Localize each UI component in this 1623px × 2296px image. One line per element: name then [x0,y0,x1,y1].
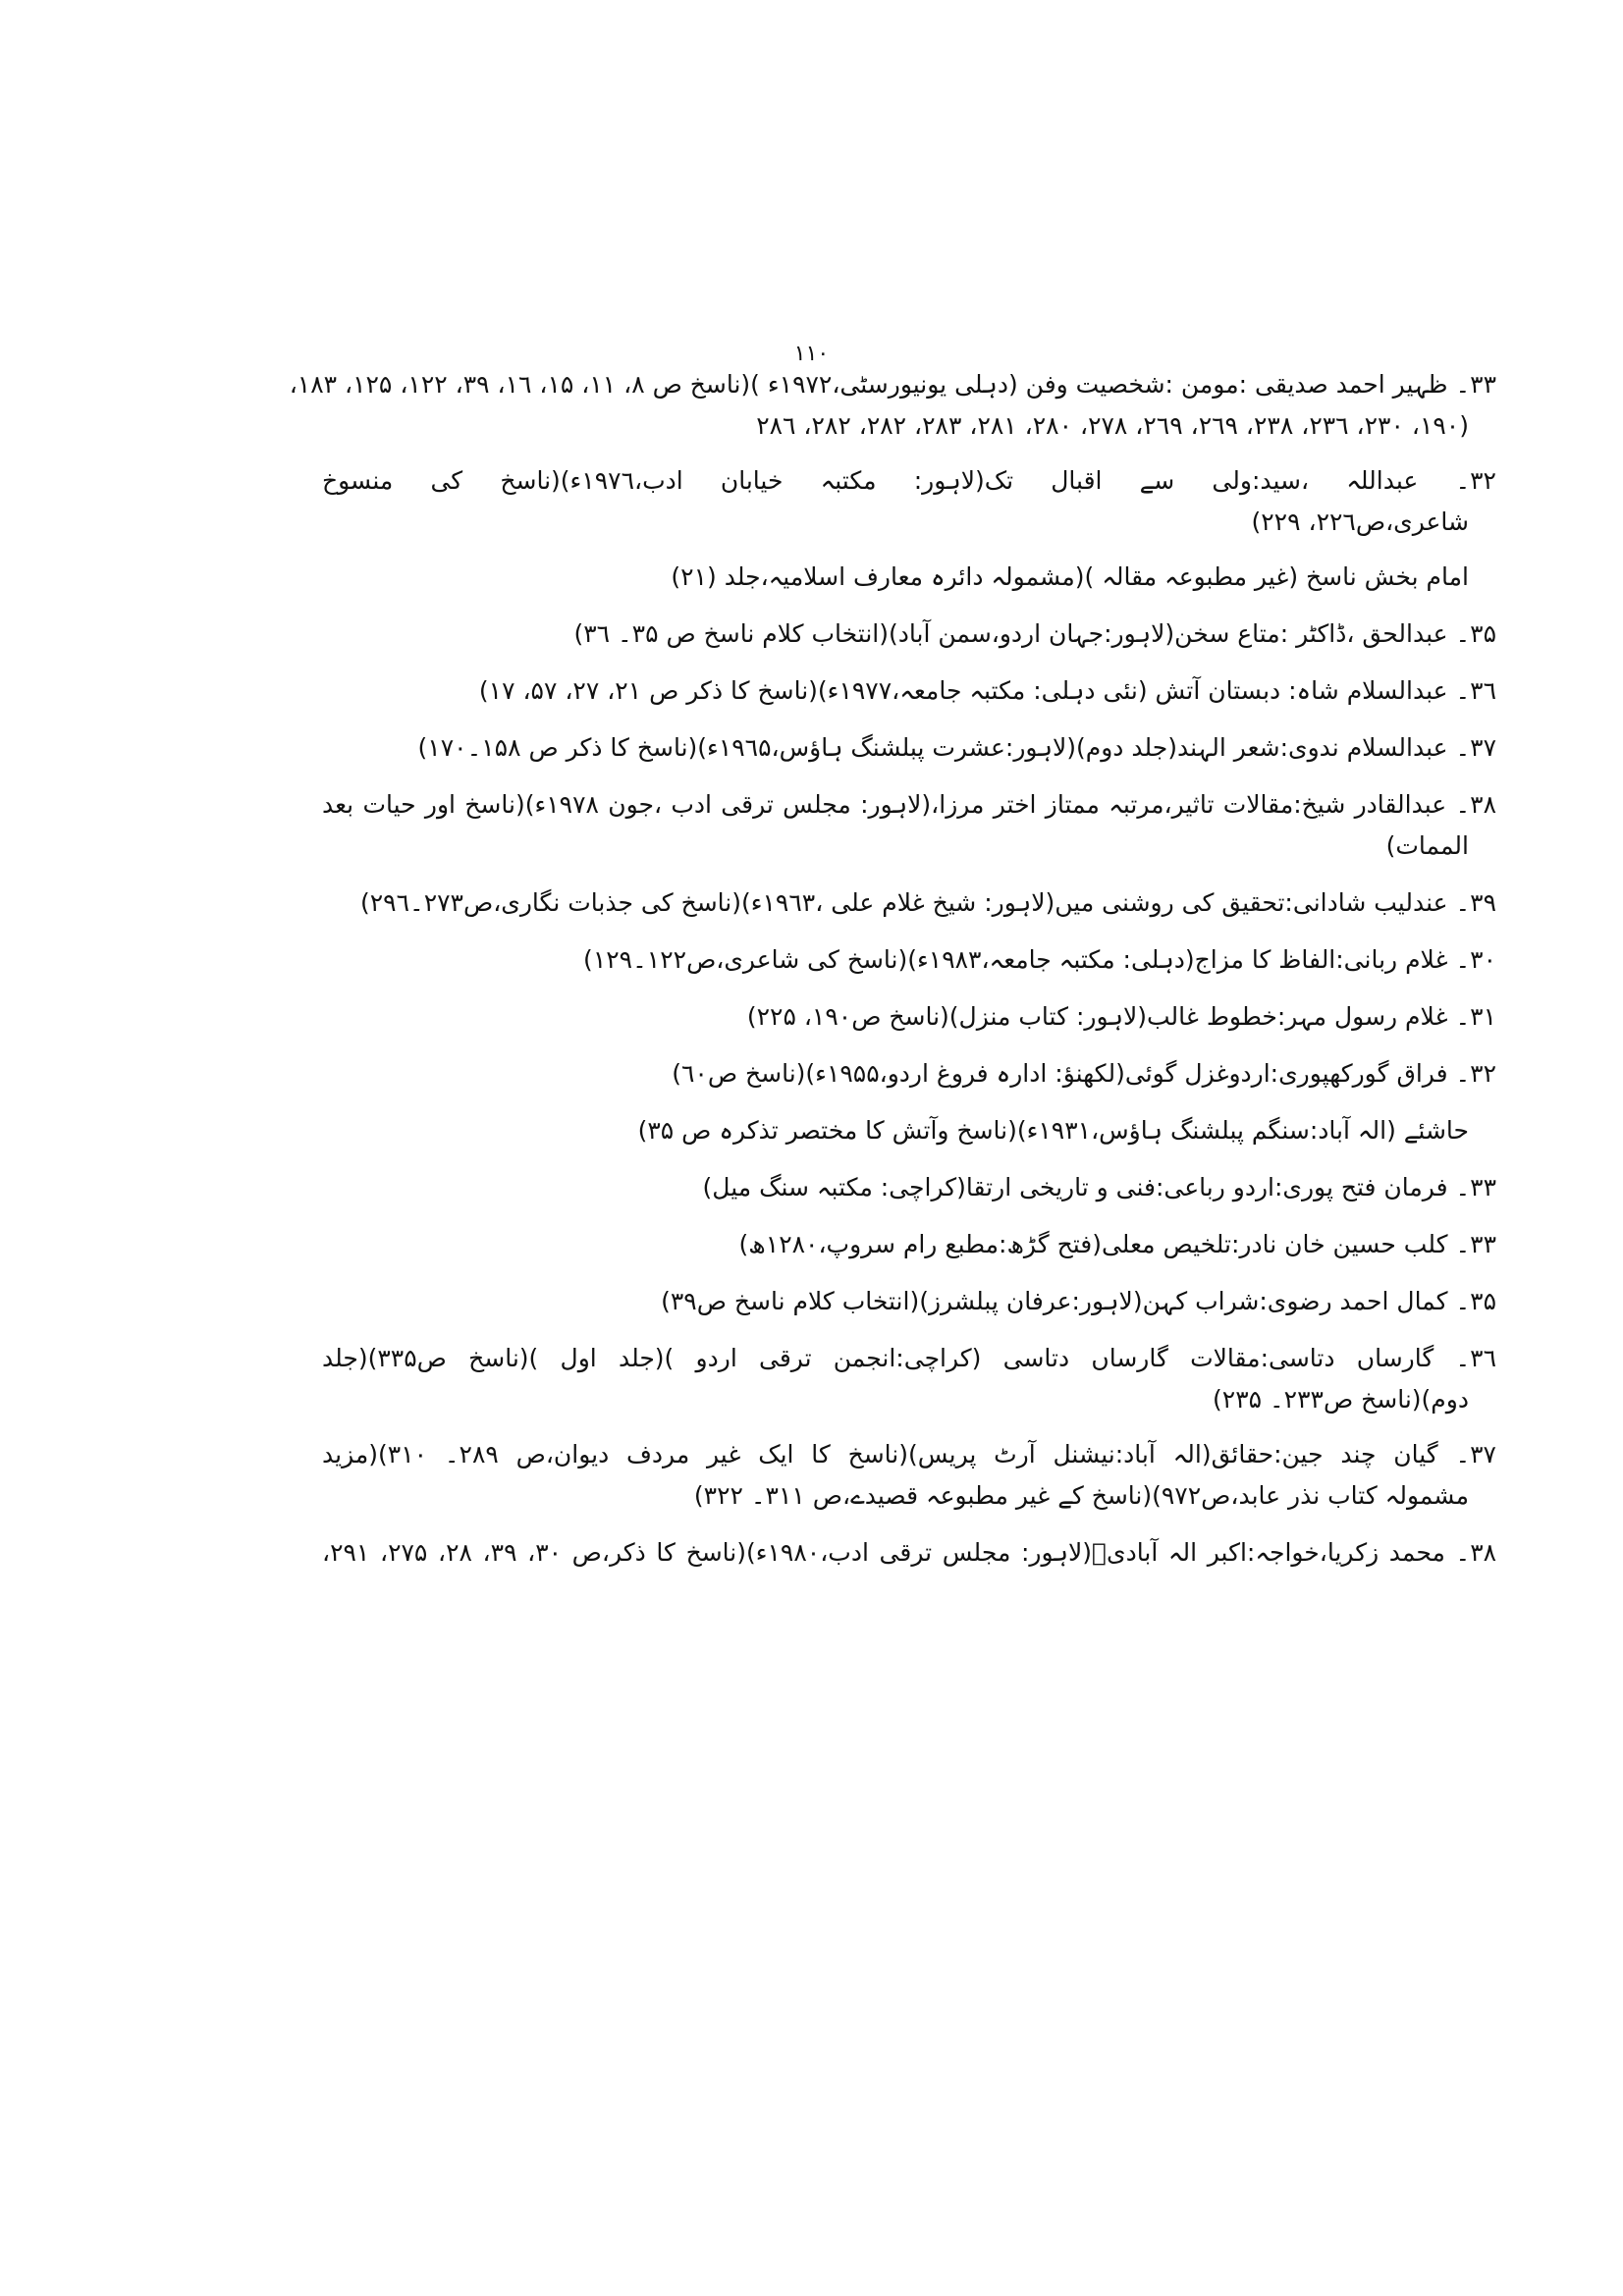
bibliography-entry-44: ٣٣۔ کلب حسین خان نادر:تلخیص معلی(فتح گڑھ:مطبع رام سروپ،١٢٨٠ھ) [738,1230,1496,1258]
bibliography-entry-42: ٣٢۔ فراق گورکھپوری:اردوغزل گوئی(لکھنؤ: ادارہ فروغ اردو،١٩۵۵ء)(ناسخ ص٦٠) [672,1059,1496,1088]
bibliography-entry-33-line-1: ٣٣۔ ظہیر احمد صدیقی :مومن :شخصیت وفن (دہلی یونیورسٹی،١٩٧٢ء )(ناسخ ص ٨، ١١، ١۵، ١٦، ٣٩، ١٢٢، ١٢۵، ١٨٣، [289,370,1496,399]
bibliography-entry-34-line-1: ٣٢۔ عبداللہ ،سید:ولی سے اقبال تک(لاہور: مکتبہ خیابان ادب،١٩٧٦ء)(ناسخ کی منسوخ [322,466,1496,495]
bibliography-entry-47-line-1: ٣٧۔ گیان چند جین:حقائق(الہ آباد:نیشنل آرٹ پریس)(ناسخ کا ایک غیر مردف دیوان،ص ٢٨٩۔ ٣١٠)(مزید [322,1440,1496,1468]
bibliography-entry-42-subentry: حاشئے (الہ آباد:سنگم پبلشنگ ہاؤس،١٩٣١ء)(ناسخ وآتش کا مختصر تذکرہ ص ٣۵) [637,1116,1469,1145]
bibliography-entry-34-line-2: شاعری،ص٢٢٦، ٢٢٩) [1251,507,1469,536]
bibliography-entry-43: ٣٣۔ فرمان فتح پوری:اردو رباعی:فنی و تاریخی ارتقا(کراچی: مکتبہ سنگ میل) [702,1173,1496,1201]
bibliography-entry-45: ٣۵۔ کمال احمد رضوی:شراب کہن(لاہور:عرفان پبلشرز)(انتخاب کلام ناسخ ص٣٩) [661,1287,1496,1315]
bibliography-entry-33-line-2: ١٩٠، ٢٣٠، ٢٣٦، ٢٣٨، ٢٦٩، ٢٦٩، ٢٧٨، ٢٨٠، ٢٨١، ٢٨٣، ٢٨٢، ٢٨٢، ٢٨٦) [756,411,1469,440]
bibliography-entry-38-line-2: الممات) [1385,831,1469,860]
bibliography-entry-34-subentry: امام بخش ناسخ (غیر مطبوعہ مقالہ )(مشمولہ دائرہ معارف اسلامیہ،جلد (٢١) [671,562,1469,591]
bibliography-entry-40: ٣٠۔ غلام ربانی:الفاظ کا مزاج(دہلی: مکتبہ جامعہ،١٩٨٣ء)(ناسخ کی شاعری،ص١٢٢۔١٢٩) [583,945,1496,974]
bibliography-entry-46-line-1: ٣٦۔ گارساں دتاسی:مقالات گارساں دتاسی (کراچی:انجمن ترقی اردو )(جلد اول )(ناسخ ص٣٣۵)(جلد [322,1344,1496,1372]
bibliography-entry-37: ٣٧۔ عبدالسلام ندوی:شعر الہند(جلد دوم)(لاہور:عشرت پبلشنگ ہاؤس،١٩٦۵ء)(ناسخ کا ذکر ص ١۵٨۔١٧٠) [417,733,1496,762]
bibliography-entry-41: ٣١۔ غلام رسول مہر:خطوط غالب(لاہور: کتاب منزل)(ناسخ ص١٩٠، ٢٢۵) [746,1002,1496,1031]
bibliography-entry-38-line-1: ٣٨۔ عبدالقادر شیخ:مقالات تاثیر،مرتبہ ممتاز اختر مرزا،(لاہور: مجلس ترقی ادب ،جون ١٩٧٨ء)(ناسخ اور حیات بعد [322,790,1496,819]
page-number: ١١٠ [793,342,830,366]
bibliography-entry-46-line-2: دوم)(ناسخ ص٢٣٣۔ ٢٣۵) [1213,1385,1469,1414]
bibliography-entry-39: ٣٩۔ عندلیب شادانی:تحقیق کی روشنی میں(لاہور: شیخ غلام علی ،١٩٦٣ء)(ناسخ کی جذبات نگاری،ص٢٧٣۔٢٩٦) [359,888,1496,917]
bibliography-entry-47-line-2: مشمولہ کتاب نذر عابد،ص٩٧٢)(ناسخ کے غیر مطبوعہ قصیدے،ص ٣١١۔ ٣٢٢) [693,1481,1469,1510]
bibliography-entry-35: ٣۵۔ عبدالحق ،ڈاکٹر :متاع سخن(لاہور:جہان اردو،سمن آباد)(انتخاب کلام ناسخ ص ٣۵۔ ٣٦) [573,619,1496,648]
bibliography-entry-48-line-1: ٣٨۔ محمد زکریا،خواجہ:اکبر الہ آبادیؒ(لاہور: مجلس ترقی ادب،١٩٨٠ء)(ناسخ کا ذکر،ص ٣٠، ٣٩، ٢٨، ٢٧۵، ٢٩١، [322,1538,1497,1567]
bibliography-entry-36: ٣٦۔ عبدالسلام شاہ: دبستان آتش (نئی دہلی: مکتبہ جامعہ،١٩٧٧ء)(ناسخ کا ذکر ص ٢١، ٢٧، ۵٧، ١٧) [478,676,1496,705]
